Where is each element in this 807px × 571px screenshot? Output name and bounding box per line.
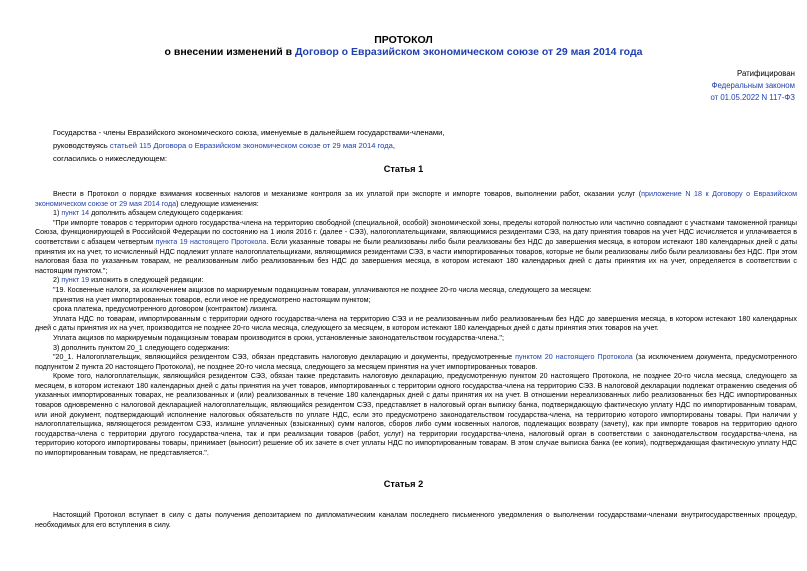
preamble-line-2-suffix: , <box>392 141 395 150</box>
federal-law-number-link[interactable]: от 01.05.2022 N 117-ФЗ <box>710 93 795 102</box>
article-2-text: Настоящий Протокол вступает в силу с даты получения депозитарием по дипломатическим каналам последнего письменного уведомления о выполнении государствами-членами внутригосударственных процедур, необходимых для его вступления в силу. <box>35 511 797 529</box>
ratification-status: Ратифицирован <box>737 69 795 78</box>
article-2-body <box>35 511 797 530</box>
point-14-text-a: "При импорте товаров с территории одного государства-члена на территорию свободной (специальной, особой) экономической зоны, пределы которой полностью или частично совпадают с участками таможенной границы Союза, функционирующей в Российской Федерации по состоянию на 1 июля 2016 г. (далее - СЭЗ), налогоплательщиками, являющимися резидентами СЭЗ, на дату принятия товаров на учет НДС исчисляется и уплачивается в соответствии с абзацем четвертым <box>35 218 797 246</box>
point-19-para-1: "19. Косвенные налоги, за исключением акцизов по маркируемым подакцизным товарам, уплачиваются не позднее 20-го числа месяца, следующего за месяцем: <box>53 285 592 294</box>
preamble <box>53 126 444 165</box>
ratification-note <box>710 68 795 104</box>
point-19-para-5: Уплата акцизов по маркируемым подакцизным товарам производится в сроки, установленные законодательством государства-члена."; <box>53 333 504 342</box>
subtitle-prefix: о внесении изменений в <box>164 46 295 58</box>
item-1-number: 1) <box>53 209 62 218</box>
article-115-link[interactable]: статьей 115 Договора о Евразийском экономическом союзе от 29 мая 2014 года <box>109 141 393 150</box>
preamble-line-3: согласились о нижеследующем: <box>53 154 167 163</box>
document-subtitle <box>0 46 807 58</box>
point-20-1-para-2: Кроме того, налогоплательщик, являющийся резидентом СЭЗ, обязан также представить налоговую декларацию, предусмотренную пунктом 20 настоящего Протокола, не позднее 20-го числа месяца, следующего за месяцем, в котором истекают 180 календарных дней с даты принятия на учет товаров, импортированных с территории одного государства-члена на территорию СЭЗ. В налоговой декларации подлежат отражению сведения об указанных импортированных товарах, не реализованных и (или) реализованных в течение 180 календарных дней с даты принятия их на учет. В отношении нереализованных либо реализованных без НДС импортированных товаров одновременно с налоговой декларацией налогоплательщик, являющийся резидентом СЭЗ, представляет в налоговый орган выписку банка, подтверждающую фактическую уплату НДС по импортированным товарам, или иной документ, подтверждающий исполнение налоговых обязательств по уплате НДС, если это предусмотрено законодательством государства-члена, на территорию которого импортированы товары. При наличии у налогоплательщика, являющегося резидентом СЭЗ, излишне уплаченных (взысканных) сумм налогов, сборов либо сумм косвенных налогов, подлежащих возврату (зачету), как при импорте товаров на территорию одного государства-члена с территории другого государства-члена, так и при реализации товаров (работ, услуг) на территории государства-члена, налоговый орган в соответствии с законодательством государства-члена, на территорию которого импортированы товары, принимает (выносит) решение об их зачете в счет уплаты НДС по импортированным товарам. В этом случае выписка банка (ее копия), подтверждающая фактическую уплату НДС по импортированным товарам, не представляется.". <box>35 372 797 458</box>
preamble-line-2-prefix: руководствуясь <box>53 141 110 150</box>
article-1-body <box>35 190 797 459</box>
article-2-heading: Статья 2 <box>383 479 424 489</box>
point-14-link[interactable]: пункт 14 <box>61 209 90 218</box>
point-20-1-text-a: "20_1. Налогоплательщик, являющийся резидентом СЭЗ, обязан представить налоговую декларацию и документы, предусмотренные <box>53 353 516 362</box>
article-1-heading: Статья 1 <box>383 164 424 174</box>
item-2-number: 2) <box>53 276 62 285</box>
intro-text: Внести в Протокол о порядке взимания косвенных налогов и механизме контроля за их уплатой при экспорте и импорте товаров, выполнении работ, оказании услуг ( <box>53 190 642 198</box>
item-1-text: дополнить абзацем следующего содержания: <box>89 209 243 218</box>
item-1 <box>35 209 797 219</box>
point-20-1-para-1 <box>35 353 797 372</box>
point-20-protocol-link[interactable]: пунктом 20 настоящего Протокола <box>515 353 633 362</box>
preamble-line-1: Государства - члены Евразийского экономического союза, именуемые в дальнейшем государствами-членами, <box>53 128 445 137</box>
point-19-link[interactable]: пункт 19 <box>61 276 90 285</box>
point-19-para-2: принятия на учет импортированных товаров, если иное не предусмотрено настоящим пунктом; <box>53 295 371 304</box>
federal-law-link[interactable]: Федеральным законом <box>711 81 795 90</box>
point-19-para-3: срока платежа, предусмотренного договором (контрактом) лизинга. <box>53 305 278 314</box>
article-1-intro <box>35 190 797 209</box>
treaty-link[interactable]: Договор о Евразийском экономическом союзе от 29 мая 2014 года <box>294 46 643 58</box>
document-title: ПРОТОКОЛ <box>374 34 433 46</box>
point-19-protocol-link[interactable]: пункта 19 настоящего Протокола <box>155 237 267 246</box>
annex-18-link[interactable]: приложение N 18 к Договору о Евразийском экономическом союзе от 29 мая 2014 года <box>35 190 797 208</box>
point-20-1-text-b: (за исключением документа, предусмотренного подпунктом 2 пункта 20 настоящего Протокола), не позднее 20-го числа месяца, следующего за месяцем принятия на учет импортированных товаров. <box>35 353 797 371</box>
item-2 <box>35 276 797 286</box>
item-2-text: изложить в следующей редакции: <box>89 276 204 285</box>
point-14-addition <box>35 219 797 277</box>
point-19-para-4: Уплата НДС по товарам, импортированным с территории одного государства-члена на территорию СЭЗ и не реализованным либо реализованным без НДС до завершения месяца, в котором истекают 180 календарных дней с даты принятия их на учет, производится не позднее 20-го числа месяца, следующего за месяцем, в котором истекают 180 календарных дней с даты принятия этих товаров на учет. <box>35 314 797 333</box>
intro-suffix: ) следующие изменения: <box>176 199 259 208</box>
item-3: 3) дополнить пунктом 20_1 следующего содержания: <box>53 343 230 352</box>
preamble-line-2 <box>53 139 444 152</box>
point-14-text-b: . Если указанные товары не были реализованы либо были реализованы без НДС до завершения месяца, в котором истекают 180 календарных дней с даты принятия их на учет, то исчисленный НДС подлежит уплате налогоплательщиками, являющимися резидентами СЭЗ, в части импортированных товаров, которые не были реализованы либо были реализованы без НДС. При этом налоговая база по указанным товарам, не реализованным либо реализованным без НДС до завершения месяца, в котором истекают 180 календарных дней с даты принятия их на учет, определяется в соответствии с настоящим пунктом."; <box>35 237 798 275</box>
